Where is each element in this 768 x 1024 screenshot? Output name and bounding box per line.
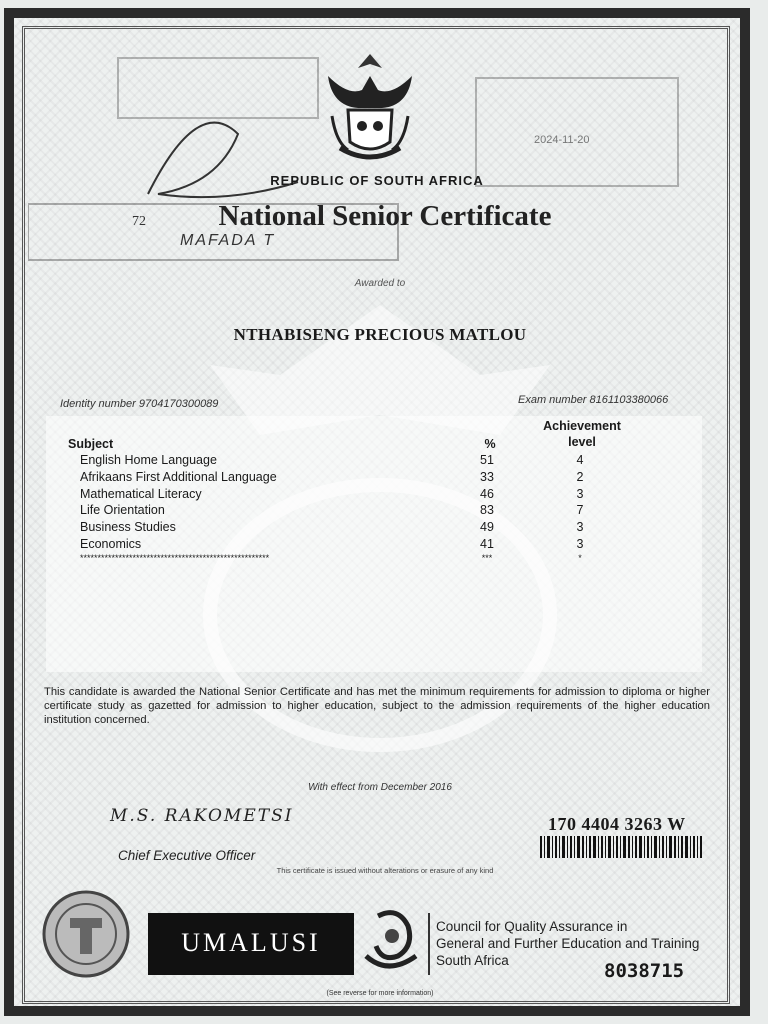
achievement-header-line1: Achievement [543,419,621,433]
certificate-title: National Senior Certificate [218,200,552,232]
stamp-date: 2024-11-20 [534,134,590,146]
disclaimer: This certificate is issued without alterations or erasure of any kind [276,866,494,875]
exam-label: Exam number [518,394,587,406]
result-subject: Mathematical Literacy [80,487,202,501]
commissioner-stamp-icon [474,76,680,188]
result-subject: Life Orientation [80,503,165,517]
ceo-signature: M.S. RAKOMETSI [110,806,294,826]
result-percent: 33 [480,470,494,484]
reverse-note: (See reverse for more information) [326,990,434,997]
stamp-number: 72 [132,214,146,229]
result-level: 4 [576,453,584,467]
council-line: General and Further Education and Training [436,936,700,951]
subject-column-header: Subject [68,437,114,451]
ceo-title: Chief Executive Officer [118,848,256,863]
result-row-terminator [80,553,680,570]
achievement-column-header [522,418,642,450]
percent-column-header: % [484,437,496,451]
stamp-handwriting: MAFADA T [180,232,276,249]
result-row [80,520,680,537]
result-percent: 46 [480,487,494,501]
result-level: 2 [576,470,584,484]
republic-heading: REPUBLIC OF SOUTH AFRICA [270,173,484,188]
achievement-header-line2: level [568,435,596,449]
result-percent: *** [481,553,493,563]
effect-date: With effect from December 2016 [308,782,452,793]
result-subject: Economics [80,537,142,551]
result-row [80,453,680,470]
certificate-number: 170 4404 3263 W [548,814,686,834]
footer-divider [428,913,430,975]
exam-value: 8161103380066 [589,394,669,406]
result-level: * [578,553,582,563]
result-percent: 49 [480,520,494,534]
result-percent: 83 [480,503,494,517]
umalusi-emblem-icon [358,906,424,978]
result-subject: Afrikaans First Additional Language [80,470,277,484]
candidate-name: NTHABISENG PRECIOUS MATLOU [233,325,527,344]
exam-number [518,394,668,406]
result-percent: 51 [480,453,494,467]
result-row [80,537,680,554]
result-level: 7 [576,503,584,517]
result-level: 3 [576,487,584,501]
result-subject: English Home Language [80,453,217,467]
result-row [80,487,680,504]
result-subject: Business Studies [80,520,176,534]
identity-value: 9704170300089 [138,398,219,410]
award-statement: This candidate is awarded the National Senior Certificate and has met the minimum requirements for admission to diploma or higher certificate study as gazetted for admission to higher education, subject to the admission requirements of the higher education institution concerned. [44,686,710,726]
result-row [80,470,680,487]
result-row [80,503,680,520]
identity-number [60,398,218,410]
result-level: 3 [576,537,584,551]
identity-label: Identity number [60,398,136,410]
council-line: South Africa [436,953,509,968]
result-percent: 41 [480,537,494,551]
barcode-icon [540,836,702,858]
result-subject: ****************************************************** [80,553,270,563]
result-level: 3 [576,520,584,534]
council-line: Council for Quality Assurance in [436,919,628,934]
serial-number: 8038715 [604,960,685,982]
hologram-seal-icon [36,888,136,980]
umalusi-wordmark: UMALUSI [181,928,321,957]
awarded-to-label: Awarded to [354,278,406,289]
